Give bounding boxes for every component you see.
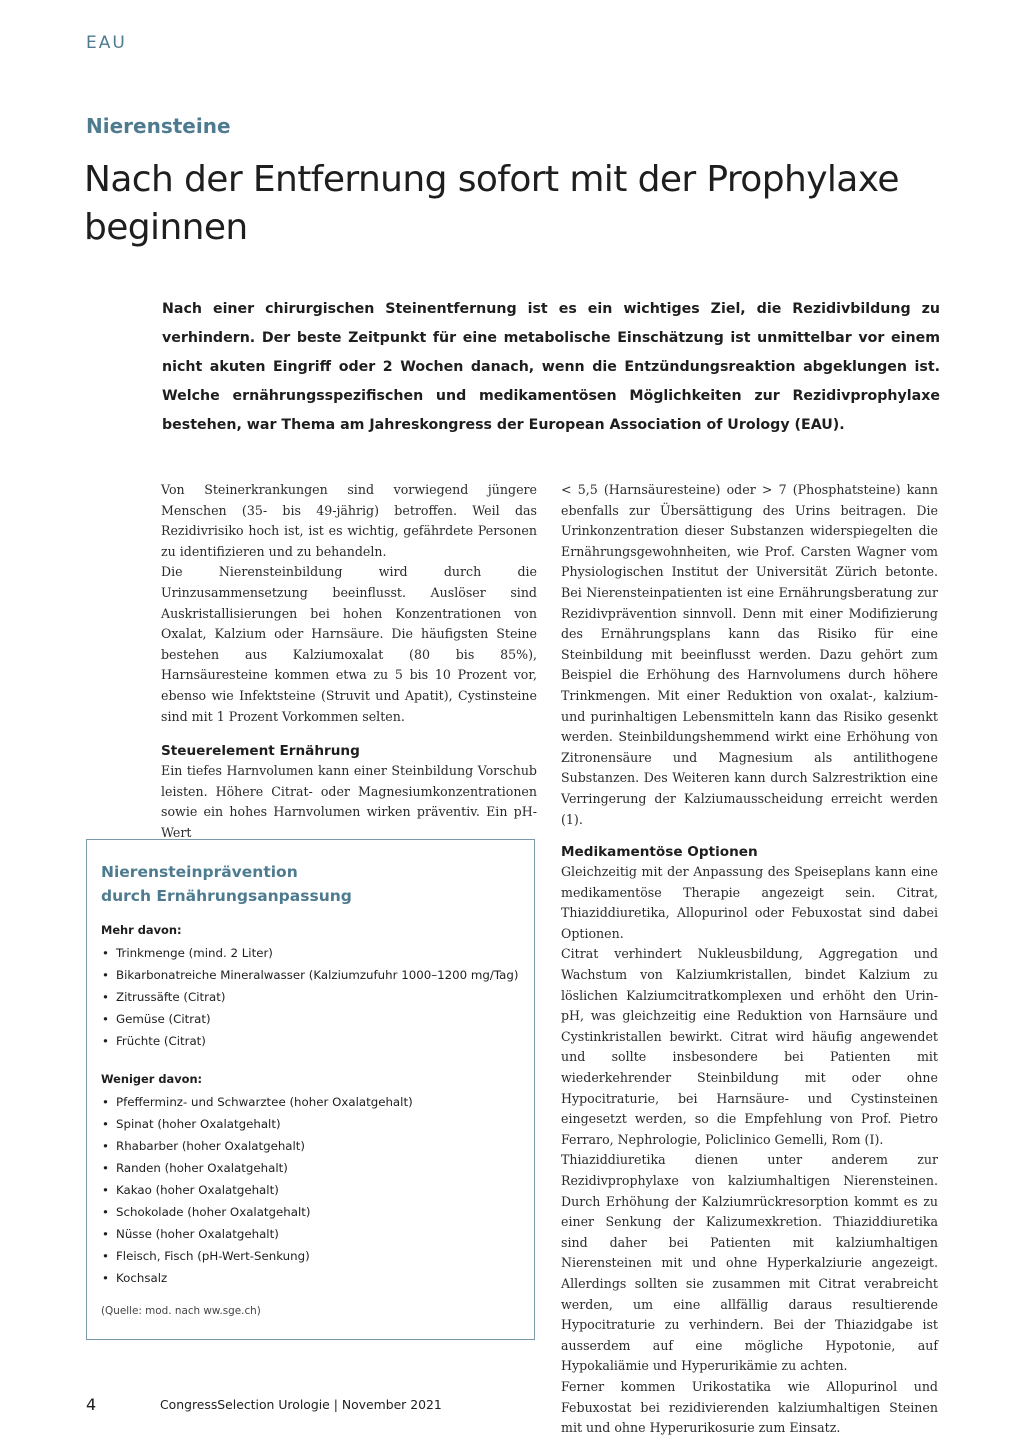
section-label: EAU <box>86 33 127 53</box>
list-item: • Kochsalz <box>101 1267 526 1289</box>
info-box-title-line1: Nierensteinprävention <box>101 863 298 881</box>
list-item: • Randen (hoher Oxalatgehalt) <box>101 1157 526 1179</box>
info-box-title-line2: durch Ernährungsanpassung <box>101 887 352 905</box>
less-list <box>101 1091 526 1289</box>
right-column <box>561 480 938 1439</box>
list-item: • Spinat (hoher Oxalatgehalt) <box>101 1113 526 1135</box>
footer-publication: CongressSelection Urologie | November 2021 <box>160 1397 442 1412</box>
left-column <box>161 480 537 844</box>
page-number: 4 <box>86 1395 97 1414</box>
info-box-title <box>101 860 521 908</box>
subheading-ernaehrung: Steuerelement Ernährung <box>161 743 360 760</box>
list-item: • Trinkmenge (mind. 2 Liter) <box>101 942 526 964</box>
article-kicker: Nierensteine <box>86 114 231 138</box>
list-item: • Nüsse (hoher Oxalatgehalt) <box>101 1223 526 1245</box>
body-paragraph: < 5,5 (Harnsäuresteine) oder > 7 (Phosphatsteine) kann ebenfalls zur Übersättigung des Urins beitragen. Die Urinkonzentration dieser Substanzen widerspiegelten die Ernährungsgewohnheiten, wie Prof. Carsten Wagner vom Physiologischen Institut der Universität Zürich betonte. Bei Nierensteinpatienten ist eine Ernährungsberatung zur Rezidivprävention sinnvoll. Denn mit einer Modifizierung des Ernährungsplans kann das Risiko für eine Steinbildung mit beeinflusst werden. Dazu gehört zum Beispiel die Erhöhung des Harnvolumens durch höhere Trinkmengen. Mit einer Reduktion von oxalat-, kalzium- und purinhaltigen Lebensmitteln kann das Risiko gesenkt werden. Steinbildungshemmend wirkt eine Erhöhung von Zitronensäure und Magnesium als antilithogene Substanzen. Des Weiteren kann durch Salzrestriktion eine Verringerung der Kalziumausscheidung erreicht werden (1). <box>561 482 938 827</box>
body-paragraph: Thiaziddiuretika dienen unter anderem zur Rezidivprophylaxe von kalziumhaltigen Nierensteinen. Durch Erhöhung der Kalziumrückresorption kommt es zu einer Senkung der Kalizumexkretion. Thiaziddiuretika sind daher bei Patienten mit kalziumhaltigen Nierensteinen mit und ohne Hyperkalziurie angezeigt. Allerdings sollten sie zusammen mit Citrat verabreicht werden, um eine allfällig daraus resultierende Hypocitraturie zu verhindern. Bei der Thiazidgabe ist ausserdem auf eine mögliche Hypotonie, auf Hypokaliämie und Hyperurikämie zu achten. <box>561 1152 938 1374</box>
list-item: • Rhabarber (hoher Oxalatgehalt) <box>101 1135 526 1157</box>
article-title: Nach der Entfernung sofort mit der Prophylaxe beginnen <box>84 159 899 248</box>
more-list <box>101 942 526 1052</box>
more-heading: Mehr davon: <box>101 923 182 937</box>
list-item: • Zitrussäfte (Citrat) <box>101 986 526 1008</box>
list-item: • Früchte (Citrat) <box>101 1030 526 1052</box>
list-item: • Pfefferminz- und Schwarztee (hoher Oxalatgehalt) <box>101 1091 526 1113</box>
info-box <box>86 839 535 1340</box>
body-paragraph: Gleichzeitig mit der Anpassung des Speiseplans kann eine medikamentöse Therapie angezeigt sein. Citrat, Thiaziddiuretika, Allopurinol oder Febuxostat sind dabei Optionen. <box>561 864 938 941</box>
body-paragraph: Von Steinerkrankungen sind vorwiegend jüngere Menschen (35- bis 49-jährig) betroffen. Weil das Rezidivrisiko hoch ist, ist es wichtig, gefährdete Personen zu identifizieren und zu behandeln. <box>161 482 537 559</box>
less-heading: Weniger davon: <box>101 1072 203 1086</box>
body-paragraph: Ein tiefes Harnvolumen kann einer Steinbildung Vorschub leisten. Höhere Citrat- oder Magnesiumkonzentrationen sowie ein hohes Harnvolumen wirken präventiv. Ein pH-Wert <box>161 763 537 840</box>
info-box-source: (Quelle: mod. nach ww.sge.ch) <box>101 1305 261 1317</box>
body-paragraph: Citrat verhindert Nukleusbildung, Aggregation und Wachstum von Kalziumkristallen, bindet Kalzium zu löslichen Kalziumcitratkomplexen und erhöht den Urin-pH, was gleichzeitig eine Reduktion von Harnsäure und Cystinkristallen bewirkt. Citrat wird häufig angewendet und sollte insbesondere bei Patienten mit wiederkehrender Steinbildung mit oder ohne Hypocitraturie, bei Harnsäure- und Cystinsteinen eingesetzt werden, so die Empfehlung von Prof. Pietro Ferraro, Nephrologie, Policlinico Gemelli, Rom (I). <box>561 946 938 1147</box>
list-item: • Bikarbonatreiche Mineralwasser (Kalziumzufuhr 1000–1200 mg/Tag) <box>101 964 526 986</box>
article-lead: Nach einer chirurgischen Steinentfernung ist es ein wichtiges Ziel, die Rezidivbildung zu verhindern. Der beste Zeitpunkt für eine metabolische Einschätzung ist unmittelbar vor einem nicht akuten Eingriff oder 2 Wochen danach, wenn die Entzündungsreaktion abgeklungen ist. Welche ernährungsspezifischen und medikamentösen Möglichkeiten zur Rezidivprophylaxe bestehen, war Thema am Jahreskongress der European Association of Urology (EAU). <box>162 301 940 433</box>
list-item: • Schokolade (hoher Oxalatgehalt) <box>101 1201 526 1223</box>
body-paragraph: Ferner kommen Urikostatika wie Allopurinol und Febuxostat bei rezidivierenden kalziumhaltigen Steinen mit und ohne Hyperurikosurie zum Einsatz. <box>561 1378 938 1436</box>
list-item: • Gemüse (Citrat) <box>101 1008 526 1030</box>
list-item: • Fleisch, Fisch (pH-Wert-Senkung) <box>101 1245 526 1267</box>
list-item: • Kakao (hoher Oxalatgehalt) <box>101 1179 526 1201</box>
subheading-medikamentoese-optionen: Medikamentöse Optionen <box>561 844 758 861</box>
body-paragraph: Die Nierensteinbildung wird durch die Urinzusammensetzung beeinflusst. Auslöser sind Auskristallisierungen bei hohen Konzentrationen von Oxalat, Kalzium oder Harnsäure. Die häufigsten Steine bestehen aus Kalziumoxalat (80 bis 85%), Harnsäuresteine kommen etwa zu 5 bis 10 Prozent vor, ebenso wie Infektsteine (Struvit und Apatit), Cystinsteine sind mit 1 Prozent Vorkommen selten. <box>161 564 537 724</box>
